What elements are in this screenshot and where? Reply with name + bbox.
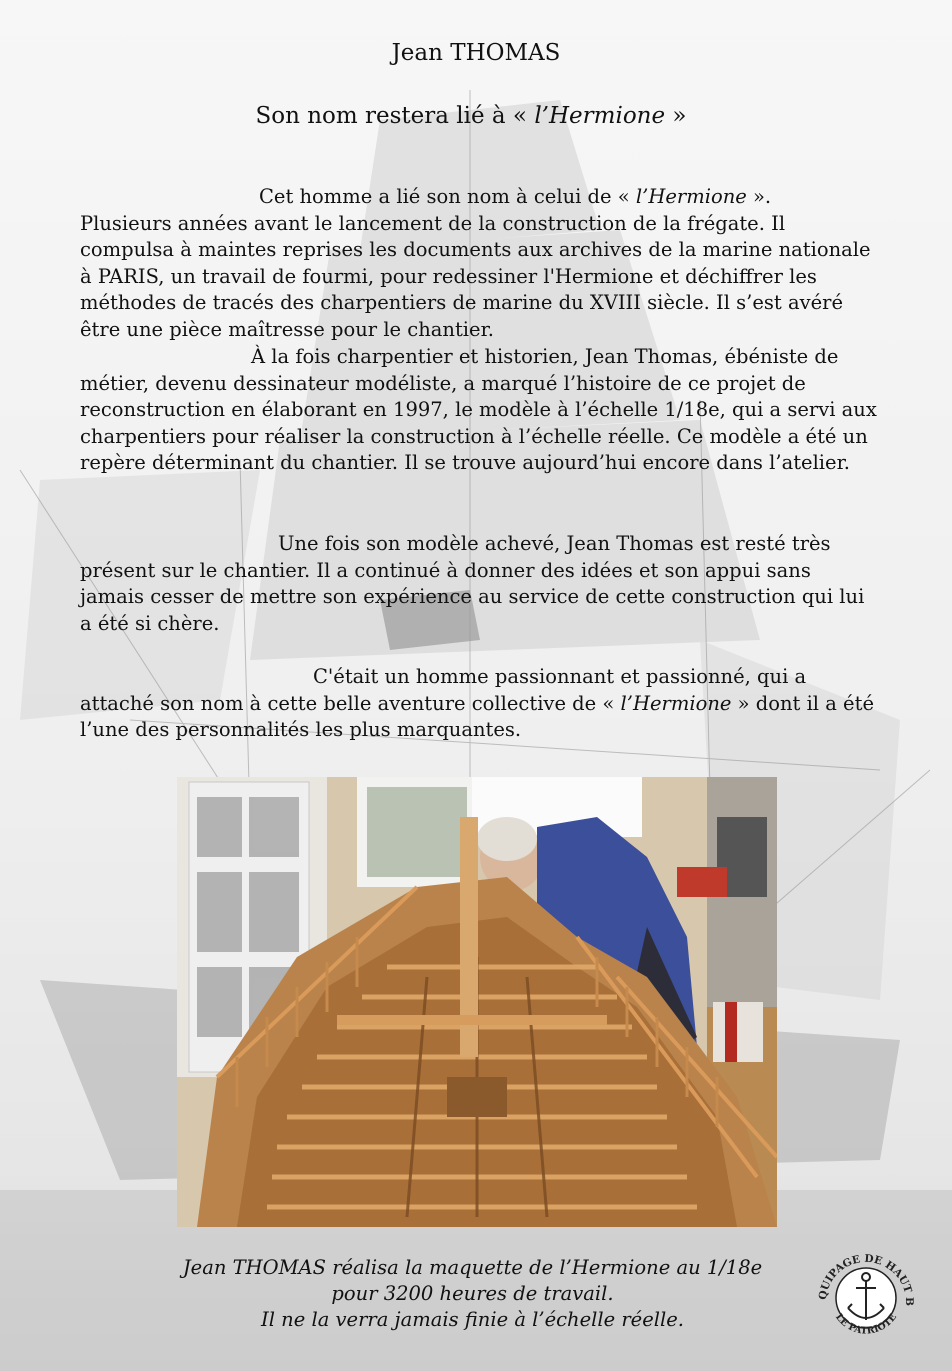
- paragraph-4: [80, 664, 880, 744]
- workshop-photo: [177, 777, 777, 1227]
- svg-text:LE PATRIOTE: LE PATRIOTE: [832, 1311, 900, 1337]
- paragraph-1: [80, 184, 880, 344]
- paragraph-3-body: Une fois son modèle achevé, Jean Thomas est resté très présent sur le chantier. Il a continué à donner des idées et son appui sans jamais cesser de mettre son expérience au service de cette construction qui lui a été si chère.: [80, 532, 865, 635]
- photo-caption: [120, 1255, 825, 1333]
- paragraph-1-ship-name: l’Hermione: [635, 185, 747, 208]
- subtitle-ship-name: l’Hermione: [534, 103, 666, 129]
- caption-line-3: Il ne la verra jamais finie à l’échelle réelle.: [261, 1308, 684, 1331]
- equipage-seal-logo: [812, 1244, 920, 1352]
- paragraph-2: [80, 344, 880, 477]
- paragraph-4-close: » dont il a été l’une des personnalités les plus marquantes.: [80, 691, 874, 742]
- caption-line-1: Jean THOMAS réalisa la maquette de l’Hermione au 1/18e: [182, 1256, 763, 1279]
- subtitle-text: Son nom restera lié à «: [255, 103, 535, 129]
- paragraph-3: [80, 531, 880, 637]
- paragraph-1-lead: Cet homme a lié son nom à celui de «: [259, 185, 636, 208]
- page-subtitle: [0, 103, 942, 129]
- caption-line-2: pour 3200 heures de travail.: [331, 1282, 614, 1305]
- subtitle-close: »: [665, 103, 687, 129]
- paragraph-1-body: Plusieurs années avant le lancement de la construction de la frégate. Il compulsa à maintes reprises les documents aux archives de la marine nationale à PARIS, un travail de fourmi, pour redessiner l'Hermione et déchiffrer les méthodes de tracés des charpentiers de marine du XVIII siècle. Il s’est avéré être une pièce maîtresse pour le chantier.: [80, 211, 871, 341]
- paragraph-4-ship-name: l’Hermione: [620, 691, 732, 715]
- page-title: Jean THOMAS: [391, 40, 561, 66]
- paragraph-1-close: ».: [746, 185, 772, 208]
- paragraph-2-body: À la fois charpentier et historien, Jean Thomas, ébéniste de métier, devenu dessinateur modéliste, a marqué l’histoire de ce projet de reconstruction en élaborant en 1997, le modèle à l’échelle 1/18e, qui a servi aux charpentiers pour réaliser la construction à l’échelle réelle. Ce modèle a été un repère déterminant du chantier. Il se trouve aujourd’hui encore dans l’atelier.: [80, 345, 877, 475]
- svg-text:15e ÉQUIPAGE DE HAUT BORD: QUIPAGE DE HAUT B: [816, 1252, 916, 1307]
- paragraph-4-lead: C'était un homme passionnant et passionné, qui a attaché son nom à cette belle aventure collective de «: [80, 665, 807, 715]
